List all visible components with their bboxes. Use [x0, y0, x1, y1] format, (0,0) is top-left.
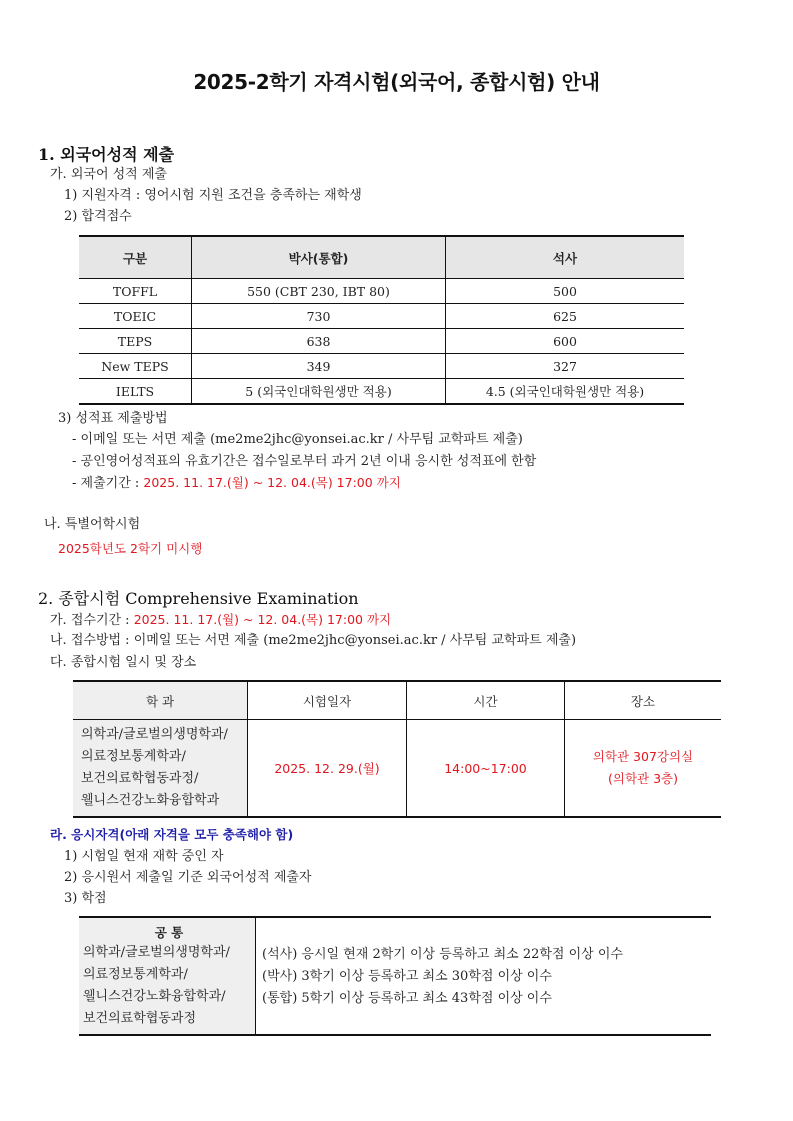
passing-score-label: 2) 합격점수: [64, 209, 132, 224]
special-language-exam-label: 나. 특별어학시험: [44, 517, 141, 532]
header-time: 시간: [407, 681, 565, 720]
exam-place-floor: (의학관 3층): [608, 771, 678, 786]
eligibility-item-credits: 3) 학점: [64, 891, 107, 906]
credit-department-cell: [79, 917, 256, 1035]
submission-bullet-validity: - 공인영어성적표의 유효기간은 접수일로부터 과거 2년 이내 응시한 성적표에 한함: [72, 454, 537, 469]
table-row: [79, 379, 684, 405]
department-list: [73, 720, 248, 818]
credit-requirement-cell: [256, 917, 712, 1035]
requirement-masters: (석사) 응시일 현재 2학기 이상 등록하고 최소 22학점 이상 이수: [262, 947, 623, 962]
section1-heading: 1. 외국어성적 제출: [38, 145, 175, 164]
passing-score-table: [79, 235, 684, 405]
application-period-value: 2025. 11. 17.(월) ~ 12. 04.(목) 17:00 까지: [133, 612, 392, 627]
submission-bullet-period: [72, 474, 401, 493]
eligibility-heading: 라. 응시자격(아래 자격을 모두 충족해야 함): [50, 827, 294, 842]
table-row: [79, 329, 684, 354]
department-item: 의학과/글로벌의생명학과/: [81, 727, 228, 742]
eligibility-text: 1) 지원자격 : 영어시험 지원 조건을 충족하는 재학생: [64, 188, 362, 203]
table-row: [79, 354, 684, 379]
exam-schedule-label: 다. 종합시험 일시 및 장소: [50, 655, 197, 670]
masters-score: 600: [446, 329, 685, 354]
period-value: 2025. 11. 17.(월) ~ 12. 04.(목) 17:00 까지: [143, 475, 401, 490]
department-item: 의료정보통계학과/: [83, 967, 188, 982]
exam-time: 14:00~17:00: [407, 720, 565, 818]
header-phd: 박사(통합): [192, 236, 446, 279]
header-place: 장소: [565, 681, 722, 720]
department-item: 웰니스건강노화융합학과/: [83, 989, 226, 1004]
submission-bullet-email: - 이메일 또는 서면 제출 (me2me2jhc@yonsei.ac.kr / 사무팀 교학파트 제출): [72, 432, 523, 447]
test-name: TOEIC: [79, 304, 192, 329]
special-language-exam-note: 2025학년도 2학기 미시행: [58, 541, 203, 556]
eligibility-item-enrolled: 1) 시험일 현재 재학 중인 자: [64, 849, 224, 864]
submission-method-label: 3) 성적표 제출방법: [58, 411, 168, 426]
phd-score: 349: [192, 354, 446, 379]
header-masters: 석사: [446, 236, 685, 279]
department-item: 의료정보통계학과/: [81, 749, 186, 764]
application-period: [50, 611, 391, 630]
requirement-phd: (박사) 3학기 이상 등록하고 최소 30학점 이상 이수: [262, 969, 552, 984]
department-item: 의학과/글로벌의생명학과/: [83, 945, 230, 960]
department-item: 보건의료학협동과정: [83, 1011, 197, 1026]
credit-requirement-table: [79, 916, 711, 1036]
phd-score: 550 (CBT 230, IBT 80): [192, 279, 446, 304]
application-method: 나. 접수방법 : 이메일 또는 서면 제출 (me2me2jhc@yonsei.ac.kr / 사무팀 교학파트 제출): [50, 633, 577, 648]
masters-score: 500: [446, 279, 685, 304]
table-row: [73, 720, 721, 818]
common-header: 공 통: [154, 925, 184, 940]
header-department: 학 과: [73, 681, 248, 720]
test-name: IELTS: [79, 379, 192, 405]
page-title: 2025-2학기 자격시험(외국어, 종합시험) 안내: [193, 70, 600, 94]
section2-heading: 2. 종합시험 Comprehensive Examination: [38, 589, 359, 608]
eligibility-item-language: 2) 응시원서 제출일 기준 외국어성적 제출자: [64, 870, 312, 885]
table-header-row: [79, 236, 684, 279]
phd-score: 638: [192, 329, 446, 354]
header-category: 구분: [79, 236, 192, 279]
application-period-label: 가. 접수기간 :: [50, 613, 134, 628]
table-row: [79, 917, 711, 1035]
department-item: 웰니스건강노화융합학과: [81, 793, 220, 808]
section1-ga-label: 가. 외국어 성적 제출: [50, 167, 167, 182]
exam-place-room: 의학관 307강의실: [592, 749, 694, 764]
period-label: - 제출기간 :: [72, 476, 144, 491]
masters-score: 4.5 (외국인대학원생만 적용): [446, 379, 685, 405]
phd-score: 730: [192, 304, 446, 329]
test-name: TOFFL: [79, 279, 192, 304]
requirement-integrated: (통합) 5학기 이상 등록하고 최소 43학점 이상 이수: [262, 991, 552, 1006]
masters-score: 625: [446, 304, 685, 329]
table-row: [79, 279, 684, 304]
test-name: TEPS: [79, 329, 192, 354]
exam-place: [565, 720, 722, 818]
masters-score: 327: [446, 354, 685, 379]
exam-date: 2025. 12. 29.(월): [248, 720, 407, 818]
table-header-row: [73, 681, 721, 720]
exam-schedule-table: [73, 680, 721, 818]
phd-score: 5 (외국인대학원생만 적용): [192, 379, 446, 405]
header-date: 시험일자: [248, 681, 407, 720]
department-item: 보건의료학협동과정/: [81, 771, 199, 786]
test-name: New TEPS: [79, 354, 192, 379]
table-row: [79, 304, 684, 329]
